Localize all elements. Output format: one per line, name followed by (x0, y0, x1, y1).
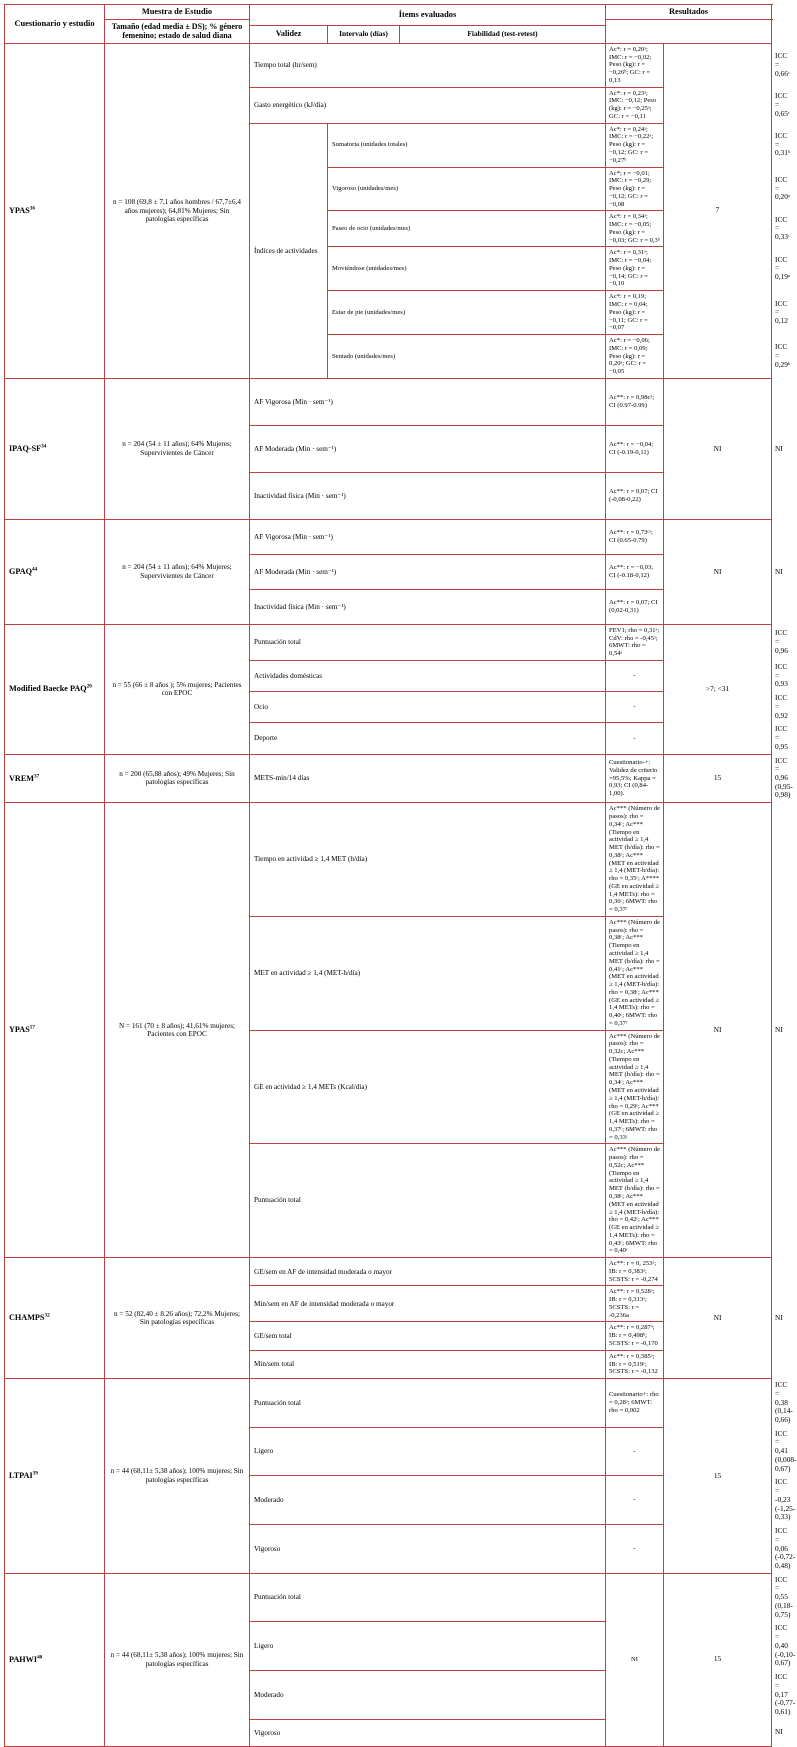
study-sample: n = 55 (66 ± 8 años ); 5% mujeres; Pacientes con EPOC (105, 624, 250, 754)
item-sublabel: Moviéndose (unidades/mes) (328, 247, 606, 291)
item-label: Actividades domésticas (250, 660, 606, 691)
table-row: Vigoroso (unidades/mes) Ac*; r = −0,01; IMC: r = −0,29; Peso (kg): r = −0,12; GC: r = −0,08 ICC = 0,20ᵃ (5, 167, 772, 211)
interval-value: 15 (664, 1573, 772, 1746)
item-label: Tiempo total (hr/sem) (250, 43, 606, 87)
header-results: Resultados (606, 5, 772, 20)
validity-value: Ac*: r = −0,06; IMC: r = 0,09; Peso (kg): r = 0,20ᵃ; GC: r = −0,05 (606, 335, 664, 379)
table-row: Actividades domésticas - ICC = 0,93 (5, 660, 772, 691)
validity-value: Ac**: r = −0,04; CI (-0.19-0,11) (606, 425, 664, 472)
table-row: Deporte - ICC = 0,95 (5, 723, 772, 754)
validity-value: Cuestionario-+: Validez de criterio =95,5%; Kappa = 0,93; CI (0,84-1,00). (606, 754, 664, 803)
item-label: Ligero (250, 1622, 606, 1671)
validity-value: NI (606, 1573, 664, 1746)
header-validity: Validez (250, 25, 328, 43)
interval-value: NI (664, 519, 772, 624)
header-sample-title: Muestra de Estudio (105, 5, 250, 20)
validity-value: Ac*: r = 0,19; IMC: r = 0,04; Peso (kg): r = −0,11; GC: r = −0,07 (606, 291, 664, 335)
table-row: VREM$^{37}$ n = 200 (65,88 años); 49% Mujeres; Sin patologías específicas METS-min/14 días Cuestionario-+: Validez de criterio =95,5%; Kappa = 0,93; CI (0,84-1,00). 15 ICC = 0,96 (0,95-0,98) (5, 754, 772, 803)
validity-value: Ac**: r = 0,385ᵃ; IB: r = 0,519ᶜ; 5CSTS: r = -0,132 (606, 1350, 664, 1378)
table-row: CHAMPS$^{32}$ n = 52 (82,40 ± 8.26 años); 72,2% Mujeres; Sin patologías específicas GE/sem en AF de intensidad moderada o mayor Ac**: r = 0, 253ᵃ; IB: r = 0,383ᵃ; 5CSTS: r = -0,274 NI NI (5, 1258, 772, 1286)
item-sublabel: Sumatoria (unidades totales) (328, 123, 606, 167)
table-row: Moviéndose (unidades/mes) Ac*: r = 0,31ᵃ; IMC: r = −0,04; Peso (kg): r = −0,14; GC: r = −0,10 ICC = 0,19ᵃ (5, 247, 772, 291)
item-sublabel: Sentado (unidades/mes) (328, 335, 606, 379)
item-label: Puntuación total (250, 624, 606, 660)
item-sublabel: Estar de pie (unidades/mes) (328, 291, 606, 335)
validity-value: - (606, 660, 664, 691)
item-label: Vigoroso (250, 1525, 606, 1574)
item-label: Inactividad física (Min · sem⁻¹) (250, 589, 606, 624)
study-sample: n = 44 (68,11± 5,38 años); 100% mujeres; Sin patologías específicas (105, 1379, 250, 1574)
validity-value: Ac**: r = 0,07; CI (0,02-0,31) (606, 589, 664, 624)
table-row: Moderado ICC = 0,17 (-0,77-0,61) (5, 1671, 772, 1720)
table-header-row-1 (5, 5, 772, 20)
header-sample-detail: Tamaño (edad media ± DS); % género femenino; estado de salud diana (105, 19, 250, 43)
validity-value: Ac*** (Número de pasos): rho = 0,38ᶜ; Ac*** (Tiempo en actividad ≥ 1,4 MET (h/día): rho = 0,41ᶜ; Ac*** (MET en actividad ≥ 1,4 (MET-h/día): rho = 0,38ᶜ; Ac*** (GE en actividad ≥ 1,4 METs): rho = 0,40ᶜ; 6MWT: rho = 0,37ᶜ (606, 916, 664, 1030)
table-row: LTPAI$^{39}$ n = 44 (68,11± 5,38 años); 100% mujeres; Sin patologías específicas Puntuación total Cuestionario+: rho = 0,28ᵃ; 6MWT: rho = 0,002 15 ICC = 0,38 (0,14-0,66) (5, 1379, 772, 1428)
item-sublabel: Vigoroso (unidades/mes) (328, 167, 606, 211)
validity-value: Ac**: r = −0,03; CI (-0.18-0,12) (606, 554, 664, 589)
table-row: Ocio - ICC = 0,92 (5, 692, 772, 723)
item-label: AF Vigorosa (Min · sem⁻¹) (250, 378, 606, 425)
item-label: Puntuación total (250, 1573, 606, 1622)
table-row: Sentado (unidades/mes) Ac*: r = −0,06; IMC: r = 0,09; Peso (kg): r = 0,20ᵃ; GC: r = −0,05 ICC = 0,29ᵇ (5, 335, 772, 379)
item-label: Índices de actividades (250, 123, 328, 378)
header-items: Ítems evaluados (250, 5, 606, 26)
interval-value: >7; <31 (664, 624, 772, 754)
interval-value: 7 (664, 43, 772, 378)
study-sample: n = 44 (68,11± 5,38 años); 100% mujeres; Sin patologías específicas (105, 1573, 250, 1746)
table-row: PAHWI$^{40}$ n = 44 (68,11± 5,38 años); 100% mujeres; Sin patologías específicas Puntuación total NI 15 ICC = 0,55 (0,18-0,75) (5, 1573, 772, 1622)
item-label: GE/sem total (250, 1322, 606, 1350)
item-label: Inactividad física (Min · sem⁻¹) (250, 472, 606, 519)
study-name: YPAS$^{36}$ (5, 43, 105, 378)
study-name: LTPAI$^{39}$ (5, 1379, 105, 1574)
header-results-spacer (606, 19, 772, 25)
study-name: CHAMPS$^{32}$ (5, 1258, 105, 1379)
item-label: Gasto energético (kJ/día) (250, 87, 606, 123)
study-name: VREM$^{37}$ (5, 754, 105, 803)
study-sample: n = 108 (69,8 ± 7,1 años hombres / 67,7±6,4 años mujeres); 64,81% Mujeres; Sin patologías específicas (105, 43, 250, 378)
item-label: GE en actividad ≥ 1,4 METs (Kcal/día) (250, 1030, 606, 1144)
validity-value: Ac**: r = 0, 253ᵃ; IB: r = 0,383ᵃ; 5CSTS: r = -0,274 (606, 1258, 664, 1286)
item-label: METS-min/14 días (250, 754, 606, 803)
table-row: Vigoroso NI (5, 1719, 772, 1746)
validity-value: Ac*: r = 0,20ᵃ; IMC: r = −0,02; Peso (kg): r = −0,26ᵇ; GC: r = 0,13 (606, 43, 664, 87)
study-sample: n = 200 (65,88 años); 49% Mujeres; Sin patologías específicas (105, 754, 250, 803)
validity-value: - (606, 723, 664, 754)
study-sample: n = 204 (54 ± 11 años); 64% Mujeres; Supervivientes de Cáncer (105, 378, 250, 519)
header-interval: Intervalo (días) (328, 25, 400, 43)
item-label: Ligero (250, 1427, 606, 1476)
item-label: Vigoroso (250, 1719, 606, 1746)
validity-value: Ac**: r = 0,73ᶜᵃ; CI (0.65-0.79) (606, 519, 664, 554)
table-row: Moderado - ICC = -0,23 (-1,25-0,33) (5, 1476, 772, 1525)
interval-value: 15 (664, 754, 772, 803)
validity-value: Ac*: r = 0,31ᵃ; IMC: r = −0,04; Peso (kg): r = −0,14; GC: r = −0,10 (606, 247, 664, 291)
study-name: GPAQ$^{44}$ (5, 519, 105, 624)
item-label: AF Moderada (Min · sem⁻¹) (250, 554, 606, 589)
item-label: Puntuación total (250, 1379, 606, 1428)
validity-value: Ac**: r = 0,07; CI (-0,08-0,22) (606, 472, 664, 519)
item-label: Deporte (250, 723, 606, 754)
table-row: Índices de actividades Sumatoria (unidades totales) Ac*: r = 0,24ᵃ; IMC: r = −0,22ᵃ; Peso (kg): r = −0,12; GC: r = −0,27ᵇ ICC = 0,31ᵇ (5, 123, 772, 167)
validity-value: Ac**: r = 0,528ᵃ; IB: r = 0,313ᵃ; 5CSTS: r = -0,236a (606, 1286, 664, 1322)
validity-value: Ac*: r = 0,23ᵃ; IMC: −0,12; Peso (kg): r = −0,25ᵃ; GC: r = −0,11 (606, 87, 664, 123)
header-study: Cuestionario y estudio (5, 5, 105, 44)
validity-value: Cuestionario+: rho = 0,28ᵃ; 6MWT: rho = 0,002 (606, 1379, 664, 1428)
study-name: YPAS$^{17}$ (5, 803, 105, 1258)
table-row: Ligero ICC = 0,40 (-0,10-0,67) (5, 1622, 772, 1671)
study-name: Modified Baecke PAQ$^{20}$ (5, 624, 105, 754)
validity-value: Ac**: r = 0,287ᵃ; IB: r = 0,498ᵇ; 5CSTS: r = -0,170 (606, 1322, 664, 1350)
item-label: Puntuación total (250, 1144, 606, 1258)
questionnaires-table (4, 4, 797, 1747)
interval-value: NI (664, 803, 772, 1258)
table-row: Ligero - ICC = 0,41 (0,008-0,67) (5, 1427, 772, 1476)
study-name: IPAQ-SF$^{34}$ (5, 378, 105, 519)
item-label: GE/sem en AF de intensidad moderada o mayor (250, 1258, 606, 1286)
validity-value: Ac*** (Número de pasos): rho = 0,32c; Ac*** (Tiempo en actividad ≥ 1,4 MET (h/día): rho = 0,34ᶜ; Ac*** (MET en actividad ≥ 1,4 (MET-h/día): rho = 0,29ᶜ; Ac*** (GE en actividad ≥ 1,4 METs): rho = 0,37ᶜ; 6MWT: rho = 0,33ᶜ (606, 1030, 664, 1144)
interval-value: NI (664, 378, 772, 519)
item-label: Tiempo en actividad ≥ 1,4 MET (h/día) (250, 803, 606, 917)
validity-value: - (606, 1427, 664, 1476)
item-label: MET en actividad ≥ 1,4 (MET-h/día) (250, 916, 606, 1030)
item-label: Moderado (250, 1671, 606, 1720)
item-label: AF Moderada (Min · sem⁻¹) (250, 425, 606, 472)
table-row: Gasto energético (kJ/día) Ac*: r = 0,23ᵃ; IMC: −0,12; Peso (kg): r = −0,25ᵃ; GC: r = −0,11 ICC = 0,65ᶜ (5, 87, 772, 123)
validity-value: Ac*; r = −0,01; IMC: r = −0,29; Peso (kg): r = −0,12; GC: r = −0,08 (606, 167, 664, 211)
validity-value: Ac*: r = 0,24ᵃ; IMC: r = −0,22ᵃ; Peso (kg): r = −0,12; GC: r = −0,27ᵇ (606, 123, 664, 167)
study-sample: n = 52 (82,40 ± 8.26 años); 72,2% Mujeres; Sin patologías específicas (105, 1258, 250, 1379)
item-label: Min/sem en AF de intensidad moderada o mayor (250, 1286, 606, 1322)
validity-value: - (606, 1525, 664, 1574)
validity-value: Ac*: r = 0,34ᵃ; IMC: r = −0,05; Peso (kg): r = −0,03; GC: r = 0,3ᵇ (606, 211, 664, 247)
item-sublabel: Paseo de ocio (unidades/mes) (328, 211, 606, 247)
table-row: Paseo de ocio (unidades/mes) Ac*: r = 0,34ᵃ; IMC: r = −0,05; Peso (kg): r = −0,03; GC: r = 0,3ᵇ ICC = 0,33ᶜ (5, 211, 772, 247)
table-row: Modified Baecke PAQ$^{20}$ n = 55 (66 ± 8 años ); 5% mujeres; Pacientes con EPOC Puntuación total FEV1; rho = 0,31ᵃ; CdV: rho = -0,45ᵃ; 6MWT: rho = 0,54ᵃ >7; <31 ICC = 0,96 (5, 624, 772, 660)
table-row: Estar de pie (unidades/mes) Ac*: r = 0,19; IMC: r = 0,04; Peso (kg): r = −0,11; GC: r = −0,07 ICC = 0,12 (5, 291, 772, 335)
validity-value: FEV1; rho = 0,31ᵃ; CdV: rho = -0,45ᵃ; 6MWT: rho = 0,54ᵃ (606, 624, 664, 660)
item-label: Min/sem total (250, 1350, 606, 1378)
table-row: GPAQ$^{44}$ n = 204 (54 ± 11 años); 64% Mujeres; Supervivientes de Cáncer AF Vigorosa (Min · sem⁻¹) Ac**: r = 0,73ᶜᵃ; CI (0.65-0.79) NI NI (5, 519, 772, 554)
item-label: AF Vigorosa (Min · sem⁻¹) (250, 519, 606, 554)
study-sample: n = 204 (54 ± 11 años); 64% Mujeres; Supervivientes de Cáncer (105, 519, 250, 624)
validity-value: Ac*** (Número de pasos): rho = 0,34ᶜ; Ac*** (Tiempo en actividad ≥ 1,4 MET (h/día): rho = 0,38ᶜ; Ac*** (MET en actividad ≥ 1,4 (MET-h/día): rho = 0,35ᶜ; A**** (GE en actividad ≥ 1,4 METs): rho = 0,36ᶜ; 6MWT: rho = 0,37ᶜ (606, 803, 664, 917)
table-row: Vigoroso - ICC = 0,06 (-0,72-0,48) (5, 1525, 772, 1574)
validity-value: - (606, 1476, 664, 1525)
study-sample: N = 161 (70 ± 8 años); 41,61% mujeres; Pacientes con EPOC (105, 803, 250, 1258)
table-row: IPAQ-SF$^{34}$ n = 204 (54 ± 11 años); 64% Mujeres; Supervivientes de Cáncer AF Vigorosa (Min · sem⁻¹) Ac**: r = 0,98cᵃ; CI (0.97-0.99) NI NI (5, 378, 772, 425)
study-name: PAHWI$^{40}$ (5, 1573, 105, 1746)
header-reliability: Fiabilidad (test-retest) (400, 25, 606, 43)
item-label: Ocio (250, 692, 606, 723)
table-row: YPAS$^{17}$ N = 161 (70 ± 8 años); 41,61% mujeres; Pacientes con EPOC Tiempo en actividad ≥ 1,4 MET (h/día) Ac*** (Número de pasos): rho = 0,34ᶜ; Ac*** (Tiempo en actividad ≥ 1,4 MET (h/día): rho = 0,38ᶜ; Ac*** (MET en actividad ≥ 1,4 (MET-h/día): rho = 0,35ᶜ; A**** (GE en actividad ≥ 1,4 METs): rho = 0,36ᶜ; 6MWT: rho = 0,37ᶜ NI NI (5, 803, 772, 917)
table-row: YPAS$^{36}$ n = 108 (69,8 ± 7,1 años hombres / 67,7±6,4 años mujeres); 64,81% Mujeres; Sin patologías específicas Tiempo total (hr/sem) Ac*: r = 0,20ᵃ; IMC: r = −0,02; Peso (kg): r = −0,26ᵇ; GC: r = 0,13 7 ICC = 0,66ᶜ (5, 43, 772, 87)
interval-value: NI (664, 1258, 772, 1379)
item-label: Moderado (250, 1476, 606, 1525)
validity-value: Ac**: r = 0,98cᵃ; CI (0.97-0.99) (606, 378, 664, 425)
validity-value: - (606, 692, 664, 723)
validity-value: Ac*** (Número de pasos): rho = 0,52c; Ac*** (Tiempo en actividad ≥ 1,4 MET (h/día): rho = 0,38ᶜ; Ac*** (MET en actividad ≥ 1,4 (MET-h/día): rho = 0,42ᶜ; Ac*** (GE en actividad ≥ 1,4 METs): rho = 0,43ᶜ; 6MWT: rho = 0,40ᶜ (606, 1144, 664, 1258)
interval-value: 15 (664, 1379, 772, 1574)
